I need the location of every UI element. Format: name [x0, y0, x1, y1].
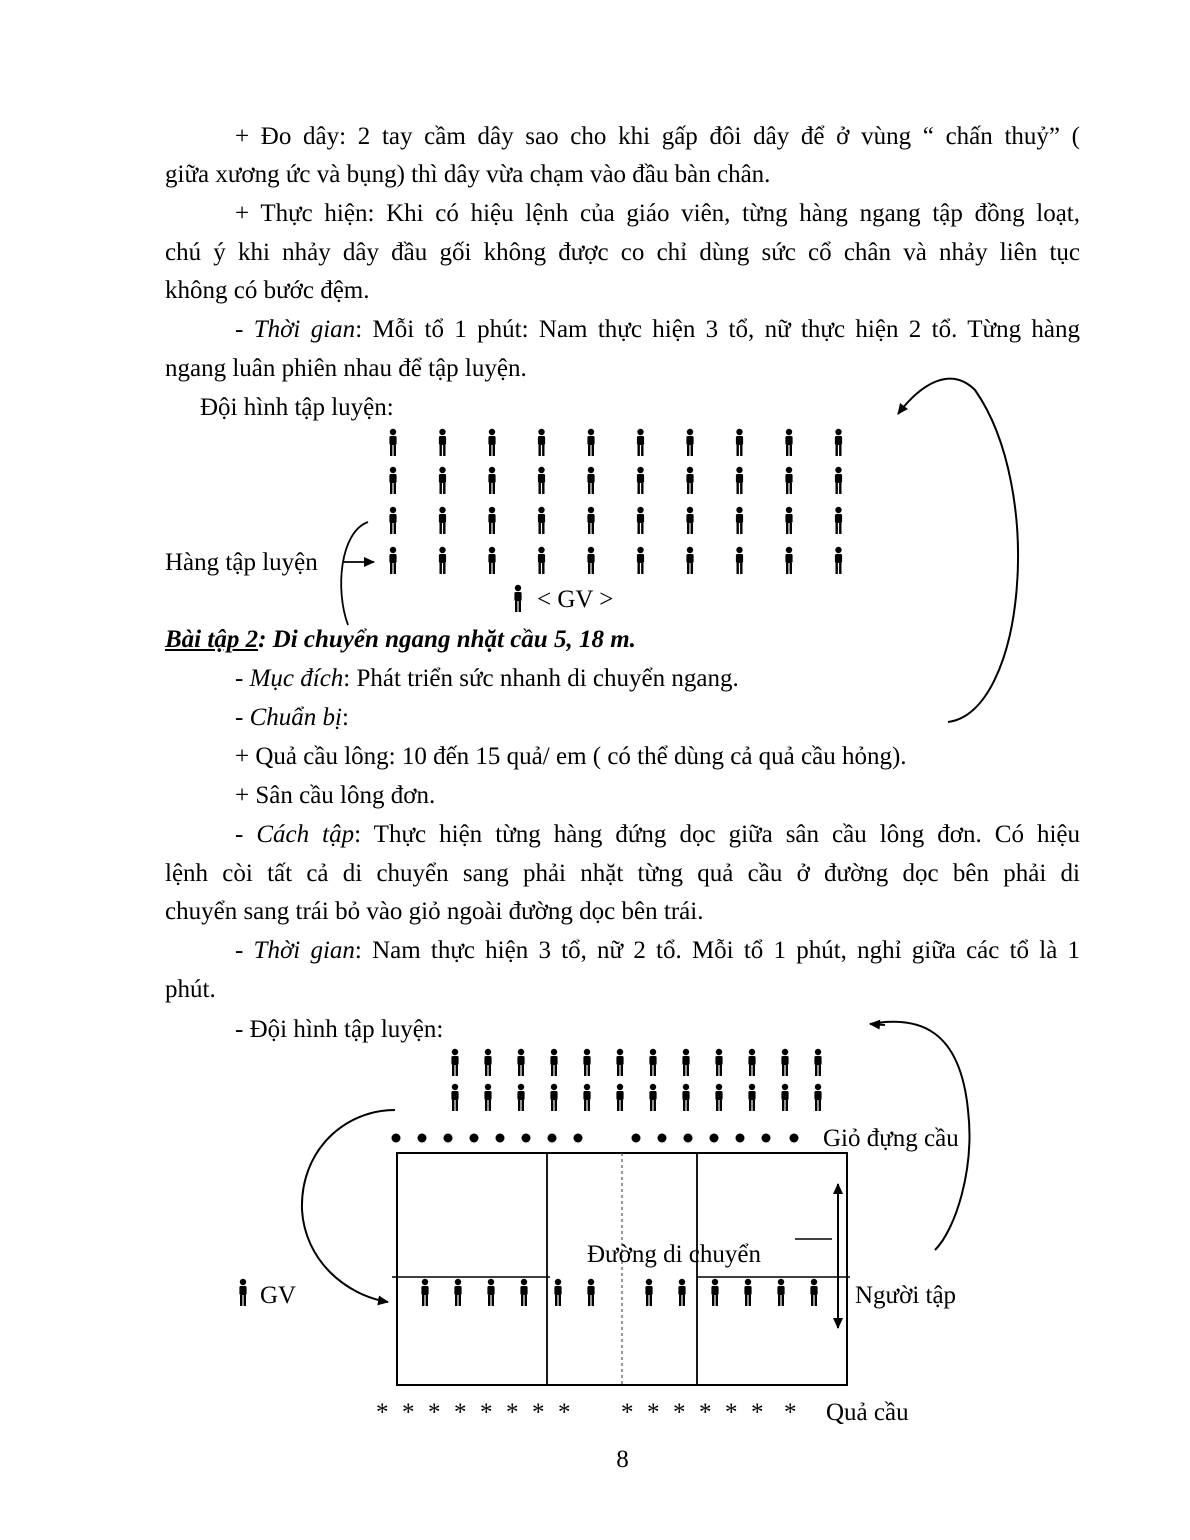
person-icon	[682, 1049, 689, 1076]
purpose-text: : Phát triển sức nhanh di chuyển ngang.	[343, 665, 739, 692]
basket-dot	[632, 1134, 641, 1143]
time2-text: : Nam thực hiện 3 tổ, nữ 2 tổ. Mỗi tổ 1 phút, nghỉ giữa các tổ là 1	[354, 937, 1081, 964]
basket-dot	[762, 1134, 771, 1143]
shuttle-mark: *	[532, 1399, 545, 1426]
rotation-arrow-icon	[898, 379, 1018, 722]
person-icon	[748, 1084, 755, 1111]
person-icon	[682, 1084, 689, 1111]
person-icon	[451, 1049, 458, 1076]
basket-dot	[548, 1134, 557, 1143]
prep-item-court: + Sân cầu lông đơn.	[235, 782, 436, 809]
shuttle-mark: *	[751, 1399, 764, 1426]
person-icon	[554, 1279, 561, 1306]
basket-dot	[392, 1134, 401, 1143]
person-icon	[777, 1279, 784, 1306]
person-icon	[637, 429, 644, 456]
person-icon	[538, 467, 545, 494]
teacher2-icon	[239, 1279, 246, 1306]
basket-dot	[710, 1134, 719, 1143]
basket-dot	[658, 1134, 667, 1143]
path-label: Đường di chuyển	[587, 1241, 761, 1268]
paragraph-time2-end: phút.	[165, 976, 216, 1003]
person-icon	[389, 429, 396, 456]
person-icon	[616, 1049, 623, 1076]
person-icon	[686, 467, 693, 494]
basket-label: Giỏ đựng cầu	[823, 1125, 959, 1152]
basket-dot	[496, 1134, 505, 1143]
person-icon	[649, 1084, 656, 1111]
person-icon	[711, 1279, 718, 1306]
shuttle-mark: *	[673, 1399, 686, 1426]
person-icon	[550, 1084, 557, 1111]
shuttle-mark: *	[454, 1399, 467, 1426]
person-icon	[587, 1279, 594, 1306]
paragraph-method: - Cách tập: Thực hiện từng hàng đứng dọc giữa sân cầu lông đơn. Có hiệu	[235, 821, 1081, 848]
shuttle-mark: *	[784, 1399, 797, 1426]
person-icon	[781, 1084, 788, 1111]
person-icon	[439, 547, 446, 574]
person-icon	[645, 1279, 652, 1306]
paragraph-time: - Thời gian: Mỗi tổ 1 phút: Nam thực hiện 3 tổ, nữ thực hiện 2 tổ. Từng hàng	[235, 316, 1081, 343]
person-icon	[686, 547, 693, 574]
basket-dot	[470, 1134, 479, 1143]
prep-item-shuttles: + Quả cầu lông: 10 đến 15 quả/ em ( có thể dùng cả quả cầu hỏng).	[235, 743, 907, 770]
person-icon	[538, 507, 545, 534]
time-label: Thời gian	[253, 316, 356, 343]
person-icon	[587, 547, 594, 574]
person-icon	[736, 429, 743, 456]
basket-dot	[790, 1134, 799, 1143]
shuttle-mark: *	[699, 1399, 712, 1426]
person-icon	[488, 547, 495, 574]
person-icon	[616, 1084, 623, 1111]
method-text: : Thực hiện từng hàng đứng dọc giữa sân cầu lông đơn. Có hiệu	[354, 821, 1081, 848]
shuttle-marks	[376, 1399, 797, 1426]
prep-label: Chuẩn bị	[249, 704, 342, 731]
person-icon	[785, 507, 792, 534]
person-icon	[439, 467, 446, 494]
person-icon	[587, 467, 594, 494]
person-icon	[736, 467, 743, 494]
shuttle-mark: *	[480, 1399, 493, 1426]
person-icon	[637, 547, 644, 574]
basket-dot	[444, 1134, 453, 1143]
player-label: Người tập	[855, 1282, 957, 1309]
basket-dot	[684, 1134, 693, 1143]
person-icon	[488, 467, 495, 494]
person-icon	[686, 507, 693, 534]
person-icon	[439, 507, 446, 534]
person-icon	[637, 507, 644, 534]
method-label: Cách tập	[256, 821, 355, 848]
person-icon	[389, 547, 396, 574]
person-icon	[484, 1049, 491, 1076]
shuttle-mark: *	[558, 1399, 571, 1426]
person-icon	[587, 507, 594, 534]
person-icon	[484, 1084, 491, 1111]
person-icon	[835, 467, 842, 494]
row-label: Hàng tập luyện	[165, 549, 318, 576]
formation1-grid	[389, 429, 842, 574]
paragraph-method-cont: lệnh còi tất cả di chuyển sang phải nhặt từng quả cầu ở đường dọc bên phải di	[165, 860, 1080, 887]
person-icon	[439, 429, 446, 456]
paragraph-execution-end: không có bước đệm.	[165, 277, 370, 304]
paragraph-time-cont: ngang luân phiên nhau để tập luyện.	[165, 355, 527, 382]
person-icon	[678, 1279, 685, 1306]
person-icon	[538, 429, 545, 456]
person-icon	[736, 507, 743, 534]
person-icon	[785, 429, 792, 456]
person-icon	[748, 1049, 755, 1076]
shuttle-mark: *	[376, 1399, 389, 1426]
shuttle-mark: *	[725, 1399, 738, 1426]
person-icon	[814, 1049, 821, 1076]
purpose-label: Mục đích	[249, 665, 344, 692]
person-icon	[421, 1279, 428, 1306]
person-icon	[538, 547, 545, 574]
person-icon	[781, 1049, 788, 1076]
person-icon	[785, 547, 792, 574]
person-icon	[389, 467, 396, 494]
paragraph-execution: + Thực hiện: Khi có hiệu lệnh của giáo viên, từng hàng ngang tập đồng loạt,	[235, 200, 1080, 227]
paragraph-rope-measure: + Đo dây: 2 tay cầm dây sao cho khi gấp đôi dây để ở vùng “ chấn thuỷ” (	[235, 123, 1080, 150]
paragraph-purpose: - Mục đích: Phát triển sức nhanh di chuyển ngang.	[235, 665, 739, 692]
person-icon	[517, 1084, 524, 1111]
shuttle-mark: *	[506, 1399, 519, 1426]
left-curve-arrow-icon	[302, 1110, 395, 1302]
time-text: : Mỗi tổ 1 phút: Nam thực hiện 3 tổ, nữ thực hiện 2 tổ. Từng hàng	[355, 316, 1081, 343]
person-icon	[715, 1084, 722, 1111]
person-icon	[583, 1049, 590, 1076]
paragraph-time2: - Thời gian: Nam thực hiện 3 tổ, nữ 2 tổ. Mỗi tổ 1 phút, nghỉ giữa các tổ là 1	[235, 937, 1081, 964]
formation1-title: Đội hình tập luyện:	[200, 394, 394, 421]
paragraph-execution-cont: chú ý khi nhảy dây đầu gối không được co chỉ dùng sức cổ chân và nhảy liên tục	[165, 239, 1080, 266]
person-icon	[454, 1279, 461, 1306]
teacher2-label: GV	[260, 1282, 297, 1309]
shuttle-mark: *	[428, 1399, 441, 1426]
page-number: 8	[616, 1446, 629, 1473]
person-icon	[814, 1084, 821, 1111]
person-icon	[835, 429, 842, 456]
paragraph-prep: - Chuẩn bị:	[235, 704, 349, 731]
shuttle-mark: *	[402, 1399, 415, 1426]
time2-label: Thời gian	[253, 937, 355, 964]
right-curve-arrow-icon	[870, 1024, 885, 1025]
person-icon	[520, 1279, 527, 1306]
basket-dot	[522, 1134, 531, 1143]
person-icon	[744, 1279, 751, 1306]
person-icon	[550, 1049, 557, 1076]
person-icon	[686, 429, 693, 456]
small-curve	[341, 522, 368, 625]
paragraph-rope-measure-cont: giữa xương ức và bụng) thì dây vừa chạm vào đầu bàn chân.	[165, 161, 771, 188]
person-icon	[389, 507, 396, 534]
exercise2-label: Bài tập 2	[165, 626, 259, 653]
shuttle-mark: *	[647, 1399, 660, 1426]
basket-dot	[418, 1134, 427, 1143]
person-icon	[736, 547, 743, 574]
person-icon	[637, 467, 644, 494]
formation2-title: - Đội hình tập luyện:	[235, 1016, 444, 1043]
person-icon	[810, 1279, 817, 1306]
person-icon	[583, 1084, 590, 1111]
basket-dot	[736, 1134, 745, 1143]
paragraph-method-end: chuyển sang trái bỏ vào giỏ ngoài đường dọc bên trái.	[165, 898, 704, 925]
shuttle-label: Quả cầu	[826, 1399, 909, 1426]
exercise2-title: : Di chuyển ngang nhặt cầu 5, 18 m.	[258, 626, 636, 653]
person-icon	[835, 507, 842, 534]
shuttle-mark: *	[621, 1399, 634, 1426]
basket-dot	[574, 1134, 583, 1143]
basket-dots	[392, 1134, 799, 1143]
person-icon	[835, 547, 842, 574]
person-icon	[488, 429, 495, 456]
person-icon	[487, 1279, 494, 1306]
teacher-icon	[514, 585, 521, 612]
person-icon	[488, 507, 495, 534]
teacher-label: < GV >	[537, 586, 614, 613]
person-icon	[715, 1049, 722, 1076]
person-icon	[587, 429, 594, 456]
person-icon	[451, 1084, 458, 1111]
person-icon	[517, 1049, 524, 1076]
person-icon	[785, 467, 792, 494]
person-icon	[649, 1049, 656, 1076]
